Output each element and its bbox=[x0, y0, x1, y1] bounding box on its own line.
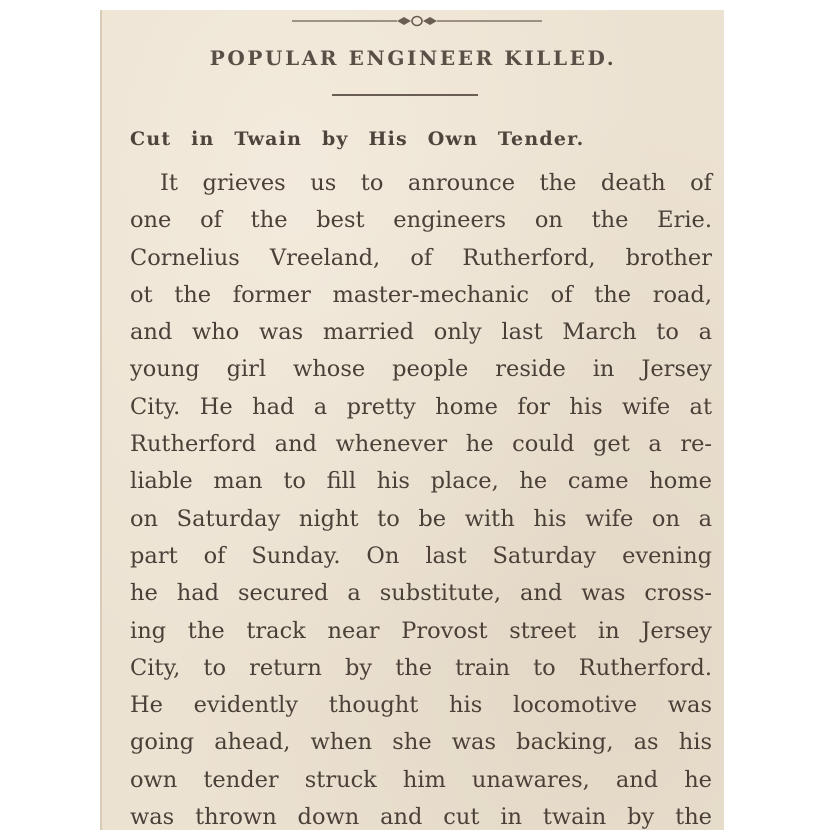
newspaper-clipping bbox=[100, 10, 724, 830]
article-line: He evidently thought his locomotive was bbox=[130, 692, 712, 719]
article-line: and who was married only last March to a bbox=[130, 319, 712, 346]
article-line: City, to return by the train to Rutherford. bbox=[130, 654, 712, 681]
article-line: on Saturday night to be with his wife on a bbox=[130, 505, 712, 532]
subheadline: Cut in Twain by His Own Tender. bbox=[130, 128, 585, 150]
ornament-rule-icon bbox=[292, 14, 542, 28]
article-line: he had secured a substitute, and was cross- bbox=[130, 580, 712, 607]
article-line: It grieves us to anrounce the death of bbox=[160, 170, 712, 196]
article-line: City. He had a pretty home for his wife at bbox=[130, 393, 712, 420]
article-line: ot the former master-mechanic of the road, bbox=[130, 281, 712, 308]
article-line: Rutherford and whenever he could get a re- bbox=[130, 431, 712, 458]
article-line: Cornelius Vreeland, of Rutherford, brother bbox=[130, 244, 712, 271]
article-line: was thrown down and cut in twain by the bbox=[130, 804, 712, 830]
article-body bbox=[130, 165, 712, 830]
headline-divider bbox=[332, 94, 478, 96]
article-line: young girl whose people reside in Jersey bbox=[130, 356, 712, 383]
article-line: part of Sunday. On last Saturday evening bbox=[130, 542, 712, 569]
article-line: going ahead, when she was backing, as his bbox=[130, 729, 712, 756]
article-line: liable man to fill his place, he came home bbox=[130, 468, 712, 495]
article-line: ing the track near Provost street in Jersey bbox=[130, 617, 712, 644]
article-line: own tender struck him unawares, and he bbox=[130, 766, 712, 793]
headline: POPULAR ENGINEER KILLED. bbox=[209, 46, 617, 70]
article-line: one of the best engineers on the Erie. bbox=[130, 207, 712, 234]
